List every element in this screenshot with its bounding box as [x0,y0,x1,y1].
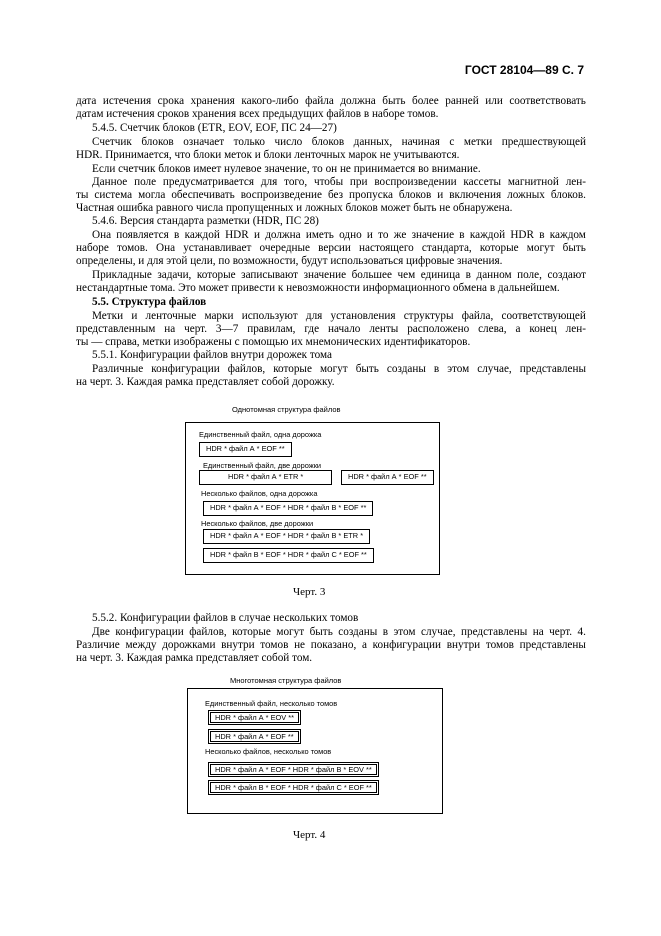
word: Данное [92,176,128,188]
word: ложных [507,189,545,201]
paragraph-line [92,310,586,323]
word: структуры [403,310,454,322]
word: то [378,229,389,241]
paragraph-line [76,242,586,255]
paragraph-line: на черт. 3. Каждая рамка представляет собой том. [76,652,313,664]
word: томов [260,639,289,651]
word: которые [232,626,271,638]
word: дорожками [162,639,216,651]
figure-3-box-2a: HDR * файл А * ETR * [199,470,332,485]
figure-4-box-2a: HDR * файл А * EOF * HDR * файл В * EOV ** [208,762,379,777]
word: значение [411,229,455,241]
word: в [174,229,180,241]
word: 4. [577,626,586,638]
figure-4-box-2b: HDR * файл В * EOF * HDR * файл С * EOF ** [208,780,379,795]
word: а [515,323,521,335]
word: этом [447,363,470,375]
word: внутри [221,639,255,651]
word: создают [547,269,586,281]
word: для [260,176,278,188]
word: предшествующей [501,136,586,148]
word: на [164,323,176,335]
word: представлены [460,626,528,638]
word: быть [382,95,406,107]
word: слева, [478,323,507,335]
word: созданы [338,626,378,638]
word: лен- [565,176,586,188]
figure-3-box-1: HDR * файл А * EOF ** [199,442,292,457]
word: устанавливает [183,242,252,254]
word: поле [134,176,157,188]
page-header: ГОСТ 28104—89 С. 7 [464,63,584,77]
section-heading: 5.5. Структура файлов [92,296,207,308]
paragraph-line: определены, и для этой цели, по возможности, будут использоваться цифровые значения. [76,255,503,267]
paragraph-line [92,136,586,149]
paragraph-line [76,639,586,652]
word: начало [328,323,361,335]
figure-4-box-1a: HDR * файл А * EOV ** [208,710,301,725]
word: включения [449,189,502,201]
word: Прикладные [92,269,152,281]
word: томов [485,639,514,651]
word: иметь [305,229,334,241]
figure-3-box-4b: HDR * файл В * EOF * HDR * файл С * EOF ** [203,548,374,563]
word: HDR [510,229,534,241]
word: установления [330,310,396,322]
word: в [465,269,471,281]
word: значение [303,269,347,281]
word: обеспечивать [171,189,235,201]
word: и [437,189,444,201]
word: томов. [116,242,148,254]
word: срока [157,95,185,107]
word: конфигурации [372,639,442,651]
section-heading: 5.5.1. Конфигурации файлов внутри дорожек тома [92,349,332,361]
word: и [253,229,260,241]
section-heading: 5.4.5. Счетчик блоков (ETR, EOV, EOF, ПС 24—27) [92,122,337,134]
word: используют [241,310,298,322]
figure-4-frame [187,688,443,814]
word: число [274,136,303,148]
figure-4-title: Многотомная структура файлов [230,676,342,685]
word: того, [284,176,308,188]
paragraph-line [92,626,586,639]
word: конфигурации [115,626,184,638]
paragraph-line [76,323,586,336]
word: более [412,95,439,107]
word: при [349,176,368,188]
word: где [304,323,320,335]
figure-4-box-1b: HDR * файл А * EOF ** [208,729,301,744]
word: Она [156,242,176,254]
word: представленным [76,323,156,335]
word: ленты [369,323,399,335]
word: или [485,95,503,107]
word: а [361,639,367,651]
word: Различие [76,639,120,651]
word: означает [183,136,225,148]
word: случае, [477,363,512,375]
word: с [449,136,455,148]
word: HDR [225,229,249,241]
word: марки [204,310,234,322]
word: Две [92,626,110,638]
word: должна [340,95,376,107]
word: стандарта, [421,242,472,254]
word: дата [76,95,97,107]
word: соответствовать [509,95,586,107]
word: могла [138,189,166,201]
word: большее [351,269,392,281]
word: конфигурации [151,363,220,375]
word: только [233,136,266,148]
word: данных, [353,136,393,148]
figure-3-label-3: Несколько файлов, одна дорожка [201,489,318,498]
paragraph-line: Частная ошибка равного числа пропущенных и ложных блоков может быть не обнаружена. [76,202,513,214]
word: каждой [469,229,506,241]
word: хранения [190,95,235,107]
word: могут [276,626,305,638]
word: которые [479,242,519,254]
word: каждом [549,229,586,241]
figure-4-caption: Черт. 4 [293,829,326,841]
word: истечения [102,95,152,107]
word: магнитной [507,176,559,188]
section-heading: 5.4.6. Версия стандарта разметки (HDR, ПС 28) [92,215,319,227]
word: которые [196,269,236,281]
word: конец [529,323,557,335]
word: Она [92,229,112,241]
word: случае, [421,626,456,638]
word: воспроизведение [240,189,322,201]
word: на [532,626,544,638]
word: блоков [311,136,345,148]
word: 3—7 [215,323,239,335]
paragraph-line [92,176,586,189]
word: метки [463,136,493,148]
word: не [294,639,306,651]
word: одно [339,229,362,241]
word: для [305,310,323,322]
figure-4-label-2: Несколько файлов, несколько томов [205,747,332,756]
figure-3-caption: Черт. 3 [293,586,326,598]
word: могут [526,242,555,254]
word: чтобы [313,176,344,188]
word: наборе [76,242,109,254]
word: в [459,229,465,241]
word: в [539,229,545,241]
word: очередные [259,242,311,254]
paragraph-line: нестандартные тома. Это может привести к невозможности информационного обмена в дальнейшем. [76,282,560,294]
word: представлены [519,363,586,375]
paragraph-line: на черт. 3. Каждая рамка представляет собой дорожку. [76,376,335,388]
word: Метки [92,310,124,322]
figure-3-label-4: Несколько файлов, две дорожки [201,519,314,528]
word: файлов, [227,363,266,375]
word: задачи, [157,269,192,281]
paragraph-line: датам истечения сроков хранения всех предыдущих файлов в наборе томов. [76,108,439,120]
word: быть [355,363,379,375]
word: каждой [184,229,220,241]
word: этом [393,626,416,638]
paragraph-line [92,229,586,242]
word: представлены [519,639,586,651]
word: блоков [141,136,174,148]
word: предусматривается [162,176,255,188]
word: в [433,363,440,375]
word: пропуска [349,189,393,201]
word: данном [476,269,512,281]
word: внутри [446,639,481,651]
word: появляется [116,229,169,241]
word: же [393,229,407,241]
figure-3-box-2b: HDR * файл А * EOF ** [341,470,434,485]
word: которые [273,363,312,375]
paragraph-line [92,363,586,376]
word: какого-либо [241,95,299,107]
word: Счетчик [92,136,132,148]
paragraph-line: Если счетчик блоков имеет нулевое значение, то он не принимается во внимание. [92,163,481,175]
word: между [125,639,157,651]
word: показано, [310,639,357,651]
word: файла [305,95,334,107]
word: должна [265,229,301,241]
word: записывают [241,269,299,281]
word: и [366,229,373,241]
figure-3-label-1: Единственный файл, одна дорожка [199,430,322,439]
word: версии [318,242,351,254]
paragraph-line: ты — справа, метки изображены с помощью их мнемонических идентификаторов. [76,336,471,348]
figure-3-box-4a: HDR * файл А * EOF * HDR * файл В * ETR * [203,529,370,544]
paragraph-line [76,189,586,202]
word: поле, [517,269,542,281]
figure-3-frame [185,422,440,575]
word: быть [562,242,586,254]
word: начиная [401,136,440,148]
word: могут [319,363,348,375]
word: воспроизведении [374,176,457,188]
word: блоков [398,189,432,201]
word: черт. [184,323,207,335]
word: чем [397,269,416,281]
word: ты [76,189,89,201]
paragraph-line [76,95,586,108]
word: система [94,189,133,201]
word: настоящего [359,242,414,254]
word: быть [309,626,333,638]
figure-4-label-1: Единственный файл, несколько томов [205,699,338,708]
figure-3-box-3: HDR * файл А * EOF * HDR * файл В * EOF ** [203,501,373,516]
figure-3-title: Однотомная структура файлов [232,405,341,414]
word: расположено [407,323,470,335]
word: правилам, [247,323,296,335]
paragraph-line: HDR. Принимается, что блоки меток и блоки ленточных марок не учитываются. [76,149,460,161]
word: и [131,310,138,322]
section-heading: 5.5.2. Конфигурации файлов в случае нескольких томов [92,612,359,624]
word: лен- [565,323,586,335]
word: соответствующей [501,310,586,322]
word: черт. [549,626,573,638]
word: в [382,626,389,638]
word: созданы [386,363,426,375]
word: единица [420,269,461,281]
figure-3-label-2: Единственный файл, две дорожки [203,461,322,470]
word: ленточные [145,310,197,322]
paragraph-line [92,269,586,282]
word: Различные [92,363,144,375]
word: ранней [445,95,479,107]
word: блоков. [550,189,586,201]
word: кассеты [463,176,502,188]
word: файла, [461,310,494,322]
word: без [327,189,344,201]
word: файлов, [189,626,227,638]
